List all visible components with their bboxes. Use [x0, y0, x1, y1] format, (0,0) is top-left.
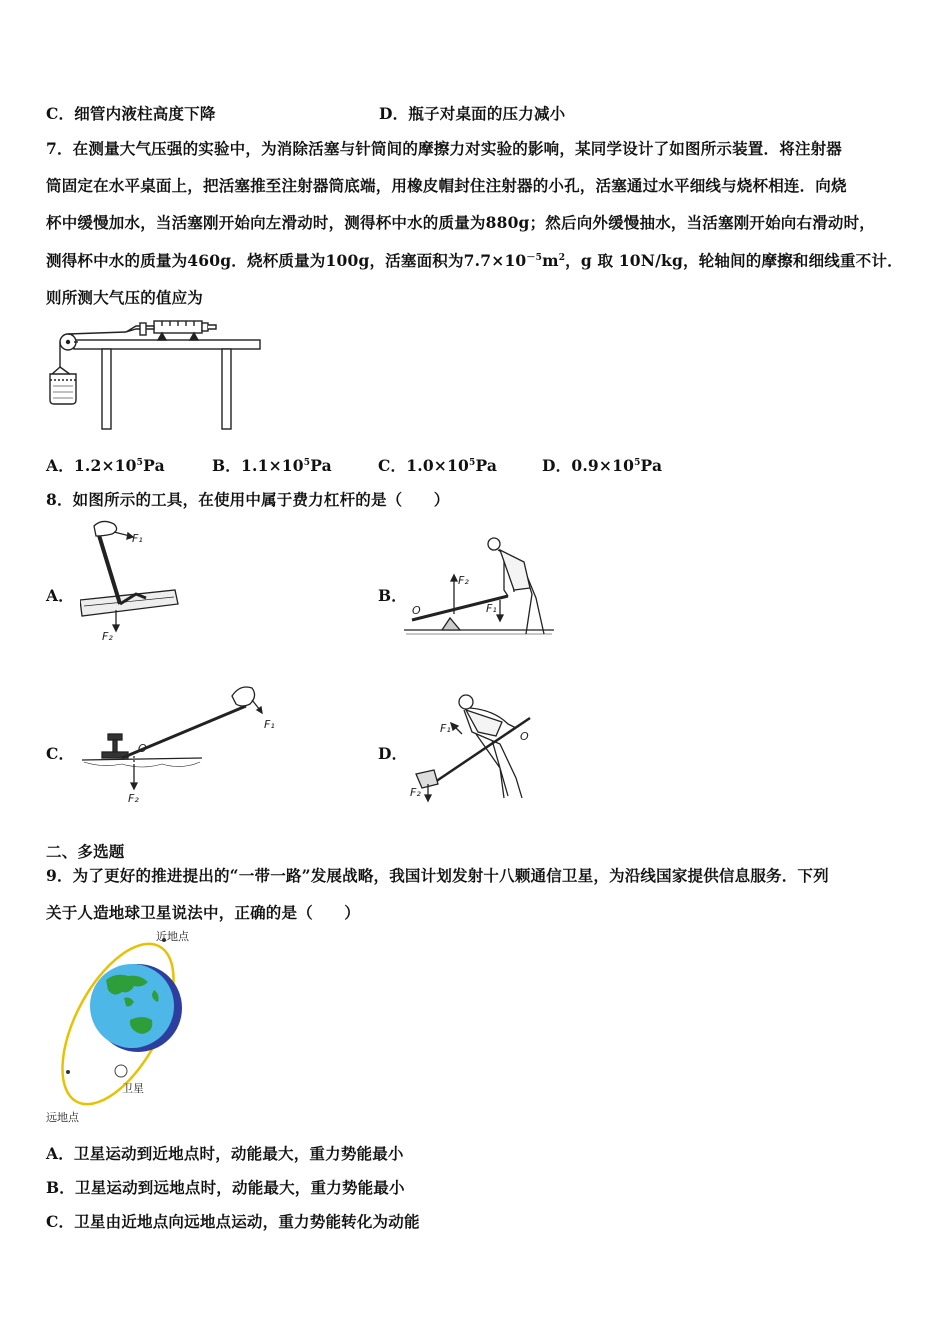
q9-option-a: A．卫星运动到近地点时，动能最大，重力势能最小 — [46, 1144, 404, 1163]
apogee-label: 远地点 — [46, 1111, 79, 1124]
q8-label-c: C． — [46, 744, 75, 763]
q8-d-f1-label: F₁ — [440, 722, 451, 735]
q8-label-d: D． — [378, 744, 408, 763]
q8-b-f2-label: F₂ — [458, 574, 469, 587]
q8-label-a: A． — [46, 586, 74, 605]
q6-option-c: C．细管内液柱高度下降 — [46, 104, 216, 123]
q9-option-b: B．卫星运动到远地点时，动能最大，重力势能最小 — [46, 1178, 405, 1197]
q8-figure-a-crowbar — [80, 518, 180, 644]
q7-apparatus-figure — [44, 312, 266, 432]
q9-orbit-figure — [44, 928, 214, 1128]
q9-stem-line2: 关于人造地球卫星说法中，正确的是（ ） — [46, 903, 361, 922]
q8-b-o-label: O — [412, 604, 421, 617]
q8-c-o-label: O — [138, 742, 147, 755]
satellite-label: 卫星 — [122, 1082, 144, 1095]
q8-stem: 8．如图所示的工具，在使用中属于费力杠杆的是（ ） — [46, 490, 450, 509]
q8-c-f1-label: F₁ — [264, 718, 275, 731]
q7-option-c: C．$1.0\times 10^5Pa$ — [378, 456, 498, 475]
q8-figure-c-rail-lever — [82, 682, 282, 808]
q7-option-b: B．$1.1\times 10^5Pa$ — [212, 456, 332, 475]
q8-a-f2-label: F₂ — [102, 630, 113, 643]
q8-a-f1-label: F₁ — [132, 532, 143, 545]
q9-stem-line1: 9．为了更好的推进提出的“一带一路”发展战略，我国计划发射十八颗通信卫星，为沿线国家提供信息服务．下列 — [46, 866, 829, 885]
section-title-multi-choice: 二、多选题 — [46, 842, 125, 861]
q6-option-d: D．瓶子对桌面的压力减小 — [379, 104, 566, 123]
q8-figure-d-shovel-man — [404, 688, 544, 804]
q8-b-f1-label: F₁ — [486, 602, 497, 615]
q7-stem-line4: 测得杯中水的质量为460g．烧杯质量为100g，活塞面积为$7.7\times 10^{-5}m^2$，g 取 10N/kg，轮轴间的摩擦和细线重不计． — [46, 251, 903, 270]
perigee-label: 近地点 — [156, 930, 189, 943]
q7-option-a: A．$1.2\times 10^5Pa$ — [46, 456, 165, 475]
q8-d-o-label: O — [520, 730, 529, 743]
q7-option-d: D．$0.9\times 10^5Pa$ — [542, 456, 663, 475]
q8-c-f2-label: F₂ — [128, 792, 139, 805]
q7-stem-line2: 筒固定在水平桌面上，把活塞推至注射器筒底端，用橡皮帽封住注射器的小孔，活塞通过水平细线与烧杯相连．向烧 — [46, 176, 847, 195]
q9-option-c: C．卫星由近地点向远地点运动，重力势能转化为动能 — [46, 1212, 420, 1231]
q8-d-f2-label: F₂ — [410, 786, 421, 799]
q7-stem-line3: 杯中缓慢加水，当活塞刚开始向左滑动时，测得杯中水的质量为880g；然后向外缓慢抽水，当活塞刚开始向右滑动时， — [46, 213, 875, 232]
q8-label-b: B． — [378, 586, 408, 605]
q8-figure-b-lever-man — [404, 534, 564, 646]
q7-stem-line1: 7．在测量大气压强的实验中，为消除活塞与针筒间的摩擦力对实验的影响，某同学设计了如图所示装置．将注射器 — [46, 139, 842, 158]
q7-stem-line5: 则所测大气压的值应为 — [46, 288, 204, 307]
